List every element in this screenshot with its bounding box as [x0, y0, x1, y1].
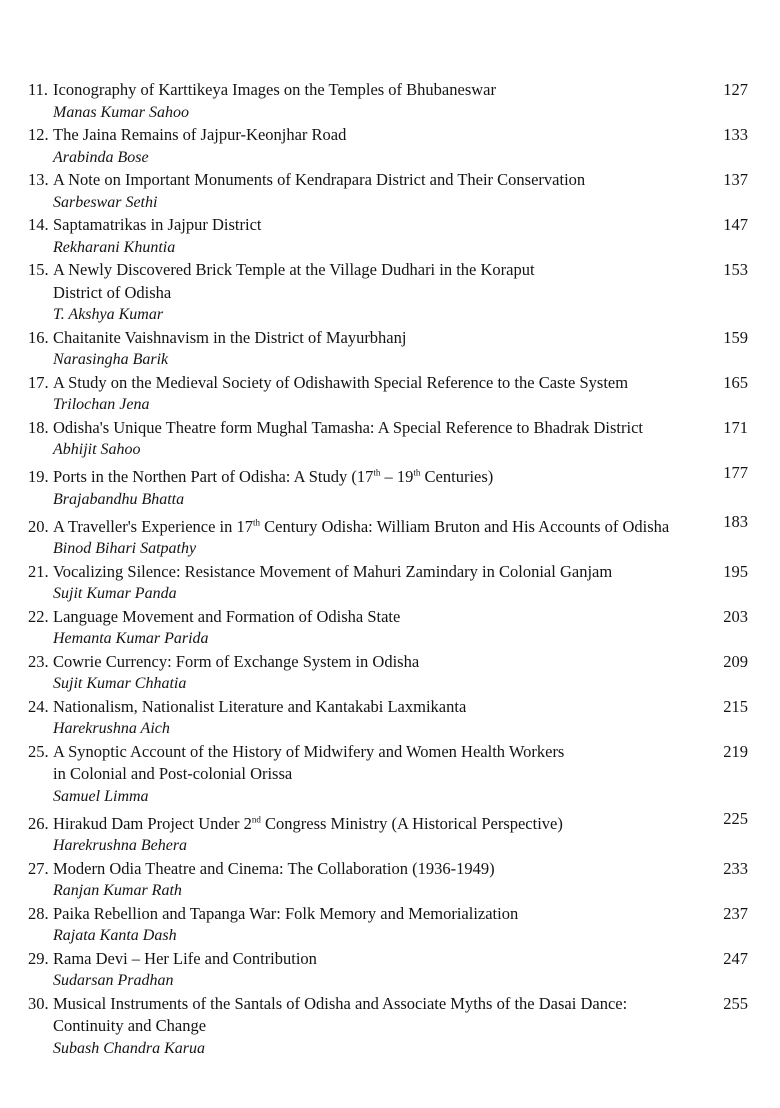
entry-author: Sujit Kumar Panda	[53, 585, 177, 602]
toc-entry	[28, 651, 754, 696]
entry-author: Binod Bihari Satpathy	[53, 540, 197, 557]
toc-entry	[28, 79, 754, 124]
entry-author: Harekrushna Behera	[53, 837, 188, 854]
entry-title-text: Ports in the Northen Part of Odisha: A Study (17th – 19th Centuries)	[53, 467, 494, 486]
entry-author: Brajabandhu Bhatta	[53, 490, 185, 508]
entry-title-text: A Newly Discovered Brick Temple at the Village Dudhari in the Koraput	[53, 260, 535, 279]
entry-page-number: 209	[723, 651, 748, 671]
entry-title-text: A Synoptic Account of the History of Midwifery and Women Health Workers	[53, 741, 565, 761]
entry-number: 16.	[28, 327, 49, 347]
entry-title	[28, 169, 754, 192]
entry-number: 25.	[28, 741, 49, 761]
entry-author: Arabinda Bose	[53, 148, 149, 166]
toc-entry	[28, 696, 754, 741]
toc-entry	[28, 214, 754, 259]
entry-title	[28, 858, 754, 881]
entry-title	[28, 606, 754, 629]
entry-author: Narasingha Barik	[53, 351, 169, 368]
entry-author: Hemanta Kumar Parida	[53, 630, 209, 647]
entry-title	[28, 511, 754, 538]
entry-title-text: Paika Rebellion and Tapanga War: Folk Memory and Memorialization	[53, 903, 519, 923]
entry-title-text: Cowrie Currency: Form of Exchange System in Odisha	[53, 651, 420, 671]
toc-entry	[28, 993, 754, 1061]
entry-title-text: Modern Odia Theatre and Cinema: The Collaboration (1936-1949)	[53, 858, 495, 878]
entry-number: 28.	[28, 903, 49, 923]
entry-number: 14.	[28, 215, 49, 234]
entry-number: 24.	[28, 696, 49, 716]
entry-author: Trilochan Jena	[53, 396, 150, 413]
toc-entry	[28, 124, 754, 169]
entry-title-text: The Jaina Remains of Jajpur-Keonjhar Road	[53, 125, 347, 144]
toc-entry	[28, 903, 754, 948]
entry-number: 29.	[28, 948, 49, 968]
entry-page-number: 219	[723, 741, 748, 761]
toc-entry	[28, 462, 754, 512]
entry-title	[28, 79, 754, 102]
entry-number: 23.	[28, 651, 49, 671]
toc-entry	[28, 511, 754, 561]
entry-title	[28, 462, 754, 489]
toc-entry	[28, 169, 754, 214]
entry-author: Sarbeswar Sethi	[53, 193, 158, 211]
entry-title-text: Odisha's Unique Theatre form Mughal Tamasha: A Special Reference to Bhadrak District	[53, 417, 644, 437]
entry-page-number: 225	[723, 809, 748, 828]
entry-title-text: in Colonial and Post-colonial Orissa	[53, 764, 293, 783]
entry-number: 20.	[28, 516, 49, 536]
entry-page-number: 147	[723, 215, 748, 234]
entry-title-continued	[28, 1015, 754, 1038]
entry-title-text: Chaitanite Vaishnavism in the District of Mayurbhanj	[53, 327, 407, 347]
entry-title-text: Continuity and Change	[53, 1016, 207, 1035]
entry-title	[28, 696, 754, 719]
entry-title-continued	[28, 282, 754, 305]
entry-page-number: 215	[723, 696, 748, 716]
entry-title	[28, 741, 754, 764]
entry-number: 19.	[28, 467, 49, 486]
table-of-contents	[28, 79, 754, 1060]
entry-title	[28, 561, 754, 584]
entry-title-text: Language Movement and Formation of Odisha State	[53, 606, 401, 626]
entry-number: 27.	[28, 858, 49, 878]
toc-entry	[28, 372, 754, 417]
toc-entry	[28, 606, 754, 651]
entry-author: T. Akshya Kumar	[53, 306, 164, 323]
entry-title-text: District of Odisha	[53, 282, 172, 302]
entry-title-text: A Note on Important Monuments of Kendrapara District and Their Conservation	[53, 170, 586, 189]
entry-page-number: 171	[723, 417, 748, 437]
entry-page-number: 137	[723, 170, 748, 189]
entry-title-text: Nationalism, Nationalist Literature and Kantakabi Laxmikanta	[53, 696, 467, 716]
entry-author: Manas Kumar Sahoo	[53, 103, 190, 121]
entry-title-text: A Study on the Medieval Society of Odishawith Special Reference to the Caste System	[53, 372, 629, 392]
entry-number: 17.	[28, 372, 49, 392]
entry-title	[28, 903, 754, 926]
toc-entry	[28, 561, 754, 606]
toc-entry	[28, 948, 754, 993]
entry-page-number: 165	[723, 372, 748, 392]
entry-title-text: Musical Instruments of the Santals of Odisha and Associate Myths of the Dasai Dance:	[53, 993, 628, 1013]
entry-page-number: 233	[723, 858, 748, 878]
entry-number: 30.	[28, 993, 49, 1013]
entry-title	[28, 327, 754, 350]
entry-title	[28, 214, 754, 237]
entry-number: 21.	[28, 561, 49, 581]
entry-page-number: 159	[723, 327, 748, 347]
toc-entry	[28, 417, 754, 462]
entry-title	[28, 124, 754, 147]
toc-entry	[28, 741, 754, 809]
entry-title-text: Hirakud Dam Project Under 2nd Congress Ministry (A Historical Perspective)	[53, 813, 563, 833]
entry-title	[28, 259, 754, 282]
toc-entry	[28, 259, 754, 327]
entry-number: 13.	[28, 170, 49, 189]
entry-title	[28, 417, 754, 440]
toc-entry	[28, 808, 754, 858]
entry-title-continued	[28, 763, 754, 786]
entry-title-text: Rama Devi – Her Life and Contribution	[53, 948, 317, 968]
entry-page-number: 247	[723, 948, 748, 968]
entry-author: Samuel Limma	[53, 787, 149, 805]
entry-number: 22.	[28, 606, 49, 626]
entry-author: Rajata Kanta Dash	[53, 927, 177, 944]
entry-author: Subash Chandra Karua	[53, 1039, 206, 1057]
entry-author: Harekrushna Aich	[53, 720, 170, 737]
entry-page-number: 133	[723, 125, 748, 144]
entry-author: Sudarsan Pradhan	[53, 972, 174, 989]
entry-page-number: 153	[723, 260, 748, 279]
entry-title-text: Vocalizing Silence: Resistance Movement of Mahuri Zamindary in Colonial Ganjam	[53, 561, 613, 581]
entry-number: 15.	[28, 260, 49, 279]
entry-title-text: Iconography of Karttikeya Images on the Temples of Bhubaneswar	[53, 80, 496, 99]
entry-number: 18.	[28, 417, 49, 437]
entry-page-number: 195	[723, 561, 748, 581]
entry-page-number: 203	[723, 606, 748, 626]
entry-title	[28, 948, 754, 971]
toc-entry	[28, 327, 754, 372]
entry-page-number: 255	[723, 993, 748, 1013]
entry-page-number: 183	[723, 512, 748, 531]
entry-title-text: A Traveller's Experience in 17th Century Odisha: William Bruton and His Accounts of Odisha	[53, 516, 670, 536]
entry-author: Abhijit Sahoo	[53, 441, 141, 458]
entry-title	[28, 372, 754, 395]
entry-author: Rekharani Khuntia	[53, 238, 176, 256]
entry-title	[28, 993, 754, 1016]
entry-title	[28, 808, 754, 835]
entry-author: Ranjan Kumar Rath	[53, 882, 182, 899]
entry-page-number: 237	[723, 903, 748, 923]
entry-number: 12.	[28, 125, 49, 144]
toc-entry	[28, 858, 754, 903]
entry-page-number: 127	[723, 80, 748, 99]
entry-number: 11.	[28, 80, 49, 99]
entry-number: 26.	[28, 813, 49, 833]
entry-page-number: 177	[723, 462, 748, 482]
entry-author: Sujit Kumar Chhatia	[53, 675, 187, 692]
entry-title-text: Saptamatrikas in Jajpur District	[53, 215, 262, 234]
entry-title	[28, 651, 754, 674]
